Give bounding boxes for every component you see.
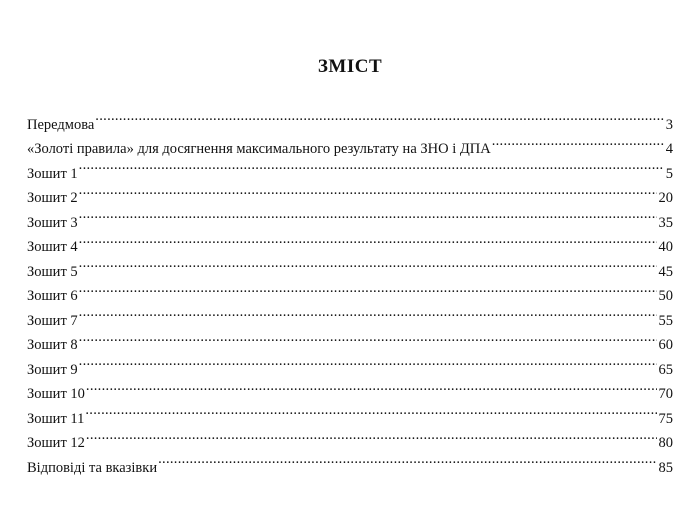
toc-entry-page: 20 <box>658 190 673 206</box>
table-of-contents <box>27 104 673 476</box>
toc-entry-label: Зошит 7 <box>27 312 78 329</box>
toc-entry-answers <box>27 447 673 476</box>
toc-entry-notebook-11 <box>27 398 673 427</box>
toc-entry-page: 65 <box>658 361 673 378</box>
toc-entry-page: 45 <box>658 263 673 280</box>
toc-entry-label: Зошит 2 <box>27 190 78 206</box>
toc-entry-page: 60 <box>658 337 673 353</box>
toc-entry-page: 75 <box>658 410 673 427</box>
toc-entry-notebook-3 <box>27 202 673 231</box>
toc-leader-dots <box>79 227 657 252</box>
toc-entry-preface <box>27 104 673 133</box>
toc-entry-label: Зошит 9 <box>27 361 78 378</box>
toc-leader-dots <box>79 325 657 350</box>
toc-leader-dots <box>492 129 664 154</box>
toc-leader-dots <box>86 374 657 399</box>
page-title: ЗМІСТ <box>317 56 383 77</box>
toc-entry-golden-rules <box>27 129 673 157</box>
toc-entry-page: 50 <box>658 288 673 304</box>
toc-leader-dots <box>79 178 657 203</box>
toc-entry-label: Зошит 4 <box>27 239 78 255</box>
toc-entry-label: Зошит 5 <box>27 263 78 280</box>
toc-entry-notebook-1 <box>27 153 673 182</box>
toc-entry-label: Зошит 6 <box>27 288 78 304</box>
toc-entry-label: Зошит 3 <box>27 214 78 231</box>
toc-entry-page: 55 <box>658 312 673 329</box>
toc-entry-page: 4 <box>665 141 673 157</box>
toc-entry-label: Зошит 10 <box>27 386 85 402</box>
toc-leader-dots <box>158 447 656 472</box>
toc-entry-label: Передмова <box>27 116 95 133</box>
toc-entry-page: 70 <box>658 386 673 402</box>
toc-entry-notebook-8 <box>27 325 673 353</box>
toc-leader-dots <box>79 300 657 325</box>
toc-entry-label: Зошит 11 <box>27 410 85 427</box>
toc-entry-label: «Золоті правила» для досягнення максимального результату на ЗНО і ДПА <box>27 141 491 157</box>
toc-entry-label: Зошит 8 <box>27 337 78 353</box>
toc-leader-dots <box>95 104 663 129</box>
toc-entry-page: 5 <box>665 165 673 182</box>
toc-entry-page: 85 <box>658 459 673 476</box>
toc-entry-notebook-5 <box>27 251 673 280</box>
toc-entry-page: 35 <box>658 214 673 231</box>
toc-entry-notebook-12 <box>27 423 673 451</box>
toc-leader-dots <box>79 202 657 227</box>
toc-leader-dots <box>86 423 657 448</box>
toc-entry-label: Зошит 12 <box>27 435 85 451</box>
toc-leader-dots <box>79 276 657 301</box>
toc-leader-dots <box>79 349 657 374</box>
toc-entry-page: 3 <box>665 116 673 133</box>
toc-entry-notebook-2 <box>27 178 673 206</box>
toc-leader-dots <box>85 398 656 423</box>
toc-entry-notebook-4 <box>27 227 673 255</box>
toc-entry-page: 80 <box>658 435 673 451</box>
toc-entry-notebook-9 <box>27 349 673 378</box>
toc-entry-notebook-10 <box>27 374 673 402</box>
toc-leader-dots <box>79 153 664 178</box>
toc-entry-notebook-7 <box>27 300 673 329</box>
toc-entry-label: Зошит 1 <box>27 165 78 182</box>
toc-entry-notebook-6 <box>27 276 673 304</box>
toc-entry-page: 40 <box>658 239 673 255</box>
toc-leader-dots <box>79 251 657 276</box>
toc-entry-label: Відповіді та вказівки <box>27 459 158 476</box>
